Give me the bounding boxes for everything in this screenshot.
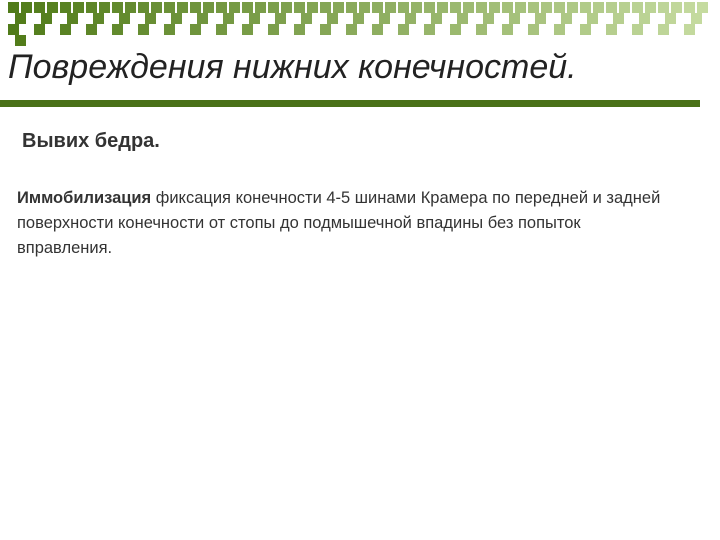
band-square [151,2,162,13]
band-square [359,2,370,13]
band-square [450,2,461,13]
band-square [411,2,422,13]
band-square [268,2,279,13]
band-square [405,13,416,24]
slide-title: Повреждения нижних конечностей. [8,48,577,86]
band-square [665,13,676,24]
band-square [203,2,214,13]
band-square [294,2,305,13]
band-square [138,24,149,35]
band-square [457,13,468,24]
band-square [60,2,71,13]
band-square [502,2,513,13]
band-square [320,2,331,13]
band-square [21,2,32,13]
band-square [15,13,26,24]
band-square [398,2,409,13]
band-square [372,2,383,13]
band-square [327,13,338,24]
band-square [671,2,682,13]
band-square [223,13,234,24]
paragraph-text: фиксация конечности 4-5 шинами Крамера по передней и задней поверхности конечности от стопы до подмышечной впадины без попыток вправления. [17,189,661,257]
band-square [8,2,19,13]
band-square [476,2,487,13]
band-square [229,2,240,13]
band-square [554,24,565,35]
title-underline [0,100,700,107]
band-square [489,2,500,13]
band-square [197,13,208,24]
band-square [587,13,598,24]
band-square [535,13,546,24]
band-square [463,2,474,13]
band-square [580,24,591,35]
band-square [619,2,630,13]
band-square [528,2,539,13]
band-square [697,2,708,13]
band-square [99,2,110,13]
band-square [424,2,435,13]
band-square [164,2,175,13]
band-square [554,2,565,13]
band-square [255,2,266,13]
band-square [684,2,695,13]
band-square [34,2,45,13]
band-square [67,13,78,24]
band-square [346,24,357,35]
band-square [502,24,513,35]
band-square [216,24,227,35]
band-square [112,24,123,35]
band-square [73,2,84,13]
band-square [567,2,578,13]
body-paragraph [17,186,667,261]
band-square [34,24,45,35]
band-square [658,2,669,13]
band-square [190,2,201,13]
band-square [580,2,591,13]
band-square [437,2,448,13]
band-square [528,24,539,35]
band-square [86,2,97,13]
band-square [431,13,442,24]
band-square [346,2,357,13]
band-square [658,24,669,35]
band-square [294,24,305,35]
band-square [379,13,390,24]
band-square [281,2,292,13]
band-square [385,2,396,13]
band-square [691,13,702,24]
band-square [645,2,656,13]
band-square [242,24,253,35]
band-square [639,13,650,24]
band-square [164,24,175,35]
band-square [333,2,344,13]
band-square [171,13,182,24]
band-square [613,13,624,24]
band-square [684,24,695,35]
band-square [41,13,52,24]
band-square [86,24,97,35]
band-square [301,13,312,24]
band-square [561,13,572,24]
band-square [138,2,149,13]
band-square [483,13,494,24]
band-square [145,13,156,24]
band-square [112,2,123,13]
band-square [541,2,552,13]
band-square [593,2,604,13]
band-square [450,24,461,35]
band-square [275,13,286,24]
band-square [190,24,201,35]
band-square [320,24,331,35]
band-square [307,2,318,13]
band-square [606,2,617,13]
band-square [424,24,435,35]
band-square [216,2,227,13]
band-square [515,2,526,13]
band-square [268,24,279,35]
band-square [398,24,409,35]
paragraph-term: Иммобилизация [17,189,152,207]
band-square [353,13,364,24]
band-square [632,2,643,13]
band-square [606,24,617,35]
band-square [60,24,71,35]
band-square [476,24,487,35]
band-square [125,2,136,13]
slide-subheading: Вывих бедра. [22,130,160,152]
band-square [8,24,19,35]
band-square [119,13,130,24]
band-square [47,2,58,13]
band-square [177,2,188,13]
band-square [372,24,383,35]
band-square [93,13,104,24]
band-square [242,2,253,13]
band-square [632,24,643,35]
band-square [509,13,520,24]
band-square [249,13,260,24]
